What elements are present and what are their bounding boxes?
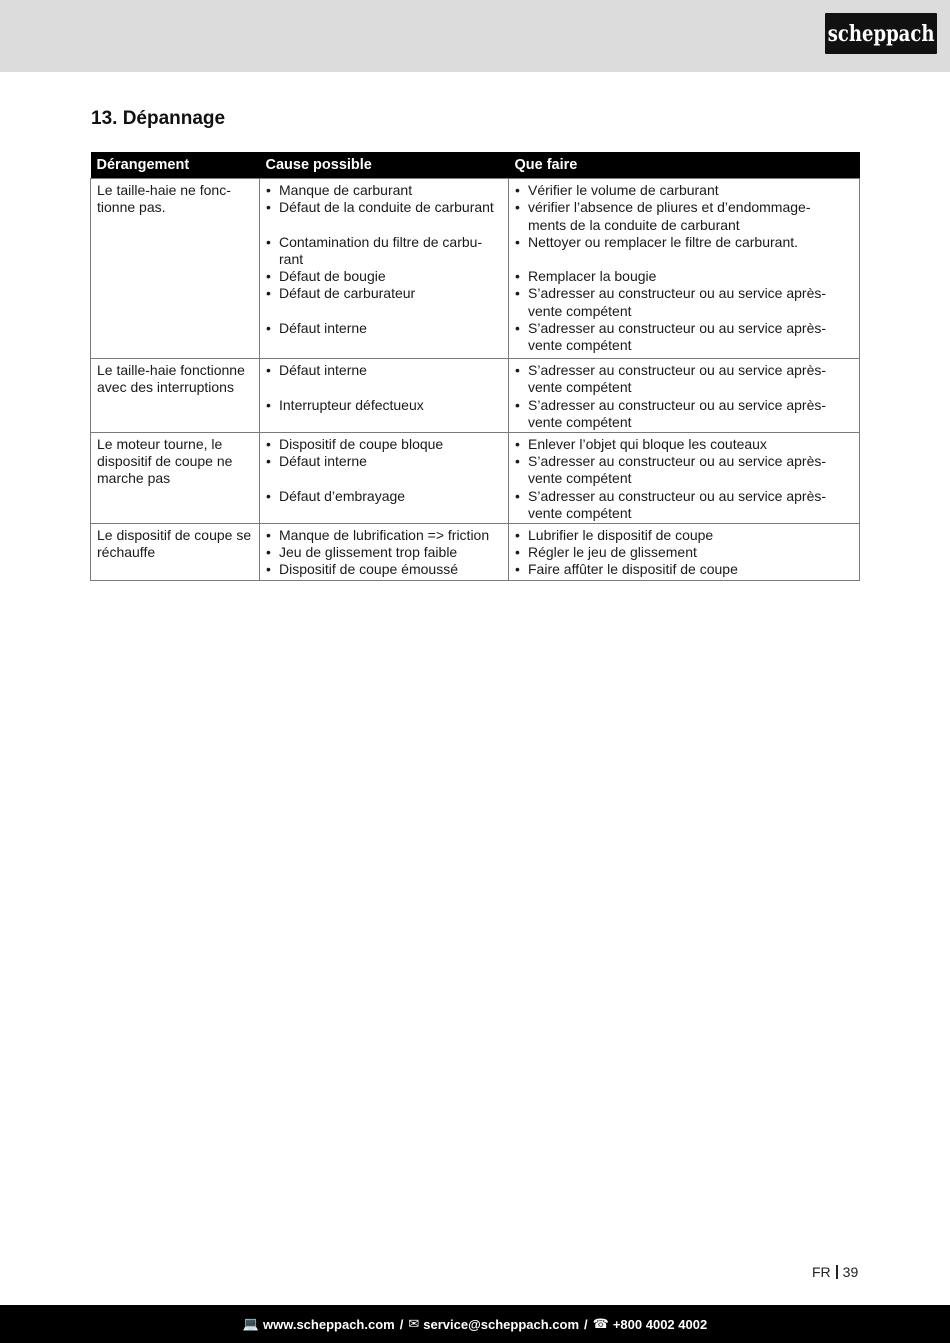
fault-cell (91, 359, 260, 433)
mail-icon: ✉ (408, 1316, 420, 1331)
cause-cell (260, 359, 509, 433)
computer-icon: 💻 (242, 1316, 259, 1331)
action-cell (509, 359, 860, 433)
footer-bar (0, 1305, 950, 1343)
list-item: • Défaut de bougie (266, 268, 502, 285)
cause-cell (260, 433, 509, 524)
header-action: Que faire (509, 152, 860, 179)
fault-cell (91, 524, 260, 581)
list-item: • Défaut interne (266, 453, 502, 470)
brand-logo: scheppach (825, 13, 937, 54)
list-item: • Jeu de glissement trop faible (266, 544, 502, 561)
fault-cell (91, 179, 260, 359)
list-item: • Dispositif de coupe bloque (266, 436, 502, 453)
action-cell (509, 524, 860, 581)
table-row (91, 524, 860, 581)
fault-text: Le taille-haie fonctionne avec des interruptions (97, 362, 245, 396)
table-row (91, 359, 860, 433)
footer-separator: / (399, 1316, 404, 1332)
page-number (812, 1264, 858, 1280)
list-item: • S’adresser au constructeur ou au service après- vente compétent (515, 362, 853, 396)
list-item: • S’adresser au constructeur ou au service après- vente compétent (515, 320, 853, 354)
list-item: • Interrupteur défectueux (266, 397, 502, 414)
table-header-row (91, 152, 860, 179)
list-item: • Faire affûter le dispositif de coupe (515, 561, 853, 578)
fault-text: Le taille-haie ne fonc- tionne pas. (97, 182, 231, 216)
header-fault: Dérangement (91, 152, 260, 179)
list-item: • Défaut d’embrayage (266, 488, 502, 505)
list-item: • S’adresser au constructeur ou au service après- vente compétent (515, 285, 853, 319)
action-cell (509, 433, 860, 524)
list-item: • Contamination du filtre de carbu- rant (266, 234, 502, 268)
cause-cell (260, 179, 509, 359)
header-cause: Cause possible (260, 152, 509, 179)
list-item: • Défaut de la conduite de carburant (266, 199, 502, 216)
table-row (91, 433, 860, 524)
page-number-value: 39 (842, 1264, 859, 1280)
list-item: • S’adresser au constructeur ou au service après- vente compétent (515, 397, 853, 431)
list-item: • vérifier l’absence de pliures et d’endommage- ments de la conduite de carburant (515, 199, 853, 233)
list-item: • Défaut de carburateur (266, 285, 502, 302)
list-item: • S’adresser au constructeur ou au service après- vente compétent (515, 488, 853, 522)
list-item: • Manque de lubrification => friction (266, 527, 502, 544)
troubleshooting-table (90, 152, 860, 581)
action-cell (509, 179, 860, 359)
page-language: FR (812, 1264, 831, 1280)
list-item: • Lubrifier le dispositif de coupe (515, 527, 853, 544)
list-item: • Régler le jeu de glissement (515, 544, 853, 561)
list-item: • Défaut interne (266, 320, 502, 337)
footer-email[interactable]: service@scheppach.com (423, 1316, 580, 1332)
list-item: • Enlever l’objet qui bloque les couteaux (515, 436, 853, 453)
list-item: • Nettoyer ou remplacer le filtre de carburant. (515, 234, 853, 251)
list-item: • Manque de carburant (266, 182, 502, 199)
footer-separator: / (584, 1316, 588, 1332)
footer-phone[interactable]: +800 4002 4002 (612, 1316, 708, 1332)
list-item: • Défaut interne (266, 362, 502, 379)
fault-cell (91, 433, 260, 524)
table-row (91, 179, 860, 359)
page-separator (836, 1265, 838, 1279)
phone-icon: ☎ (592, 1316, 609, 1331)
header-bar (0, 0, 950, 72)
section-title: 13. Dépannage (91, 108, 226, 129)
list-item: • S’adresser au constructeur ou au service après- vente compétent (515, 453, 853, 487)
footer-website[interactable]: www.scheppach.com (262, 1316, 395, 1332)
list-item: • Remplacer la bougie (515, 268, 853, 285)
list-item: • Dispositif de coupe émoussé (266, 561, 502, 578)
fault-text: Le dispositif de coupe se réchauffe (97, 527, 252, 561)
fault-text: Le moteur tourne, le dispositif de coupe ne marche pas (97, 436, 233, 487)
cause-cell (260, 524, 509, 581)
list-item: • Vérifier le volume de carburant (515, 182, 853, 199)
